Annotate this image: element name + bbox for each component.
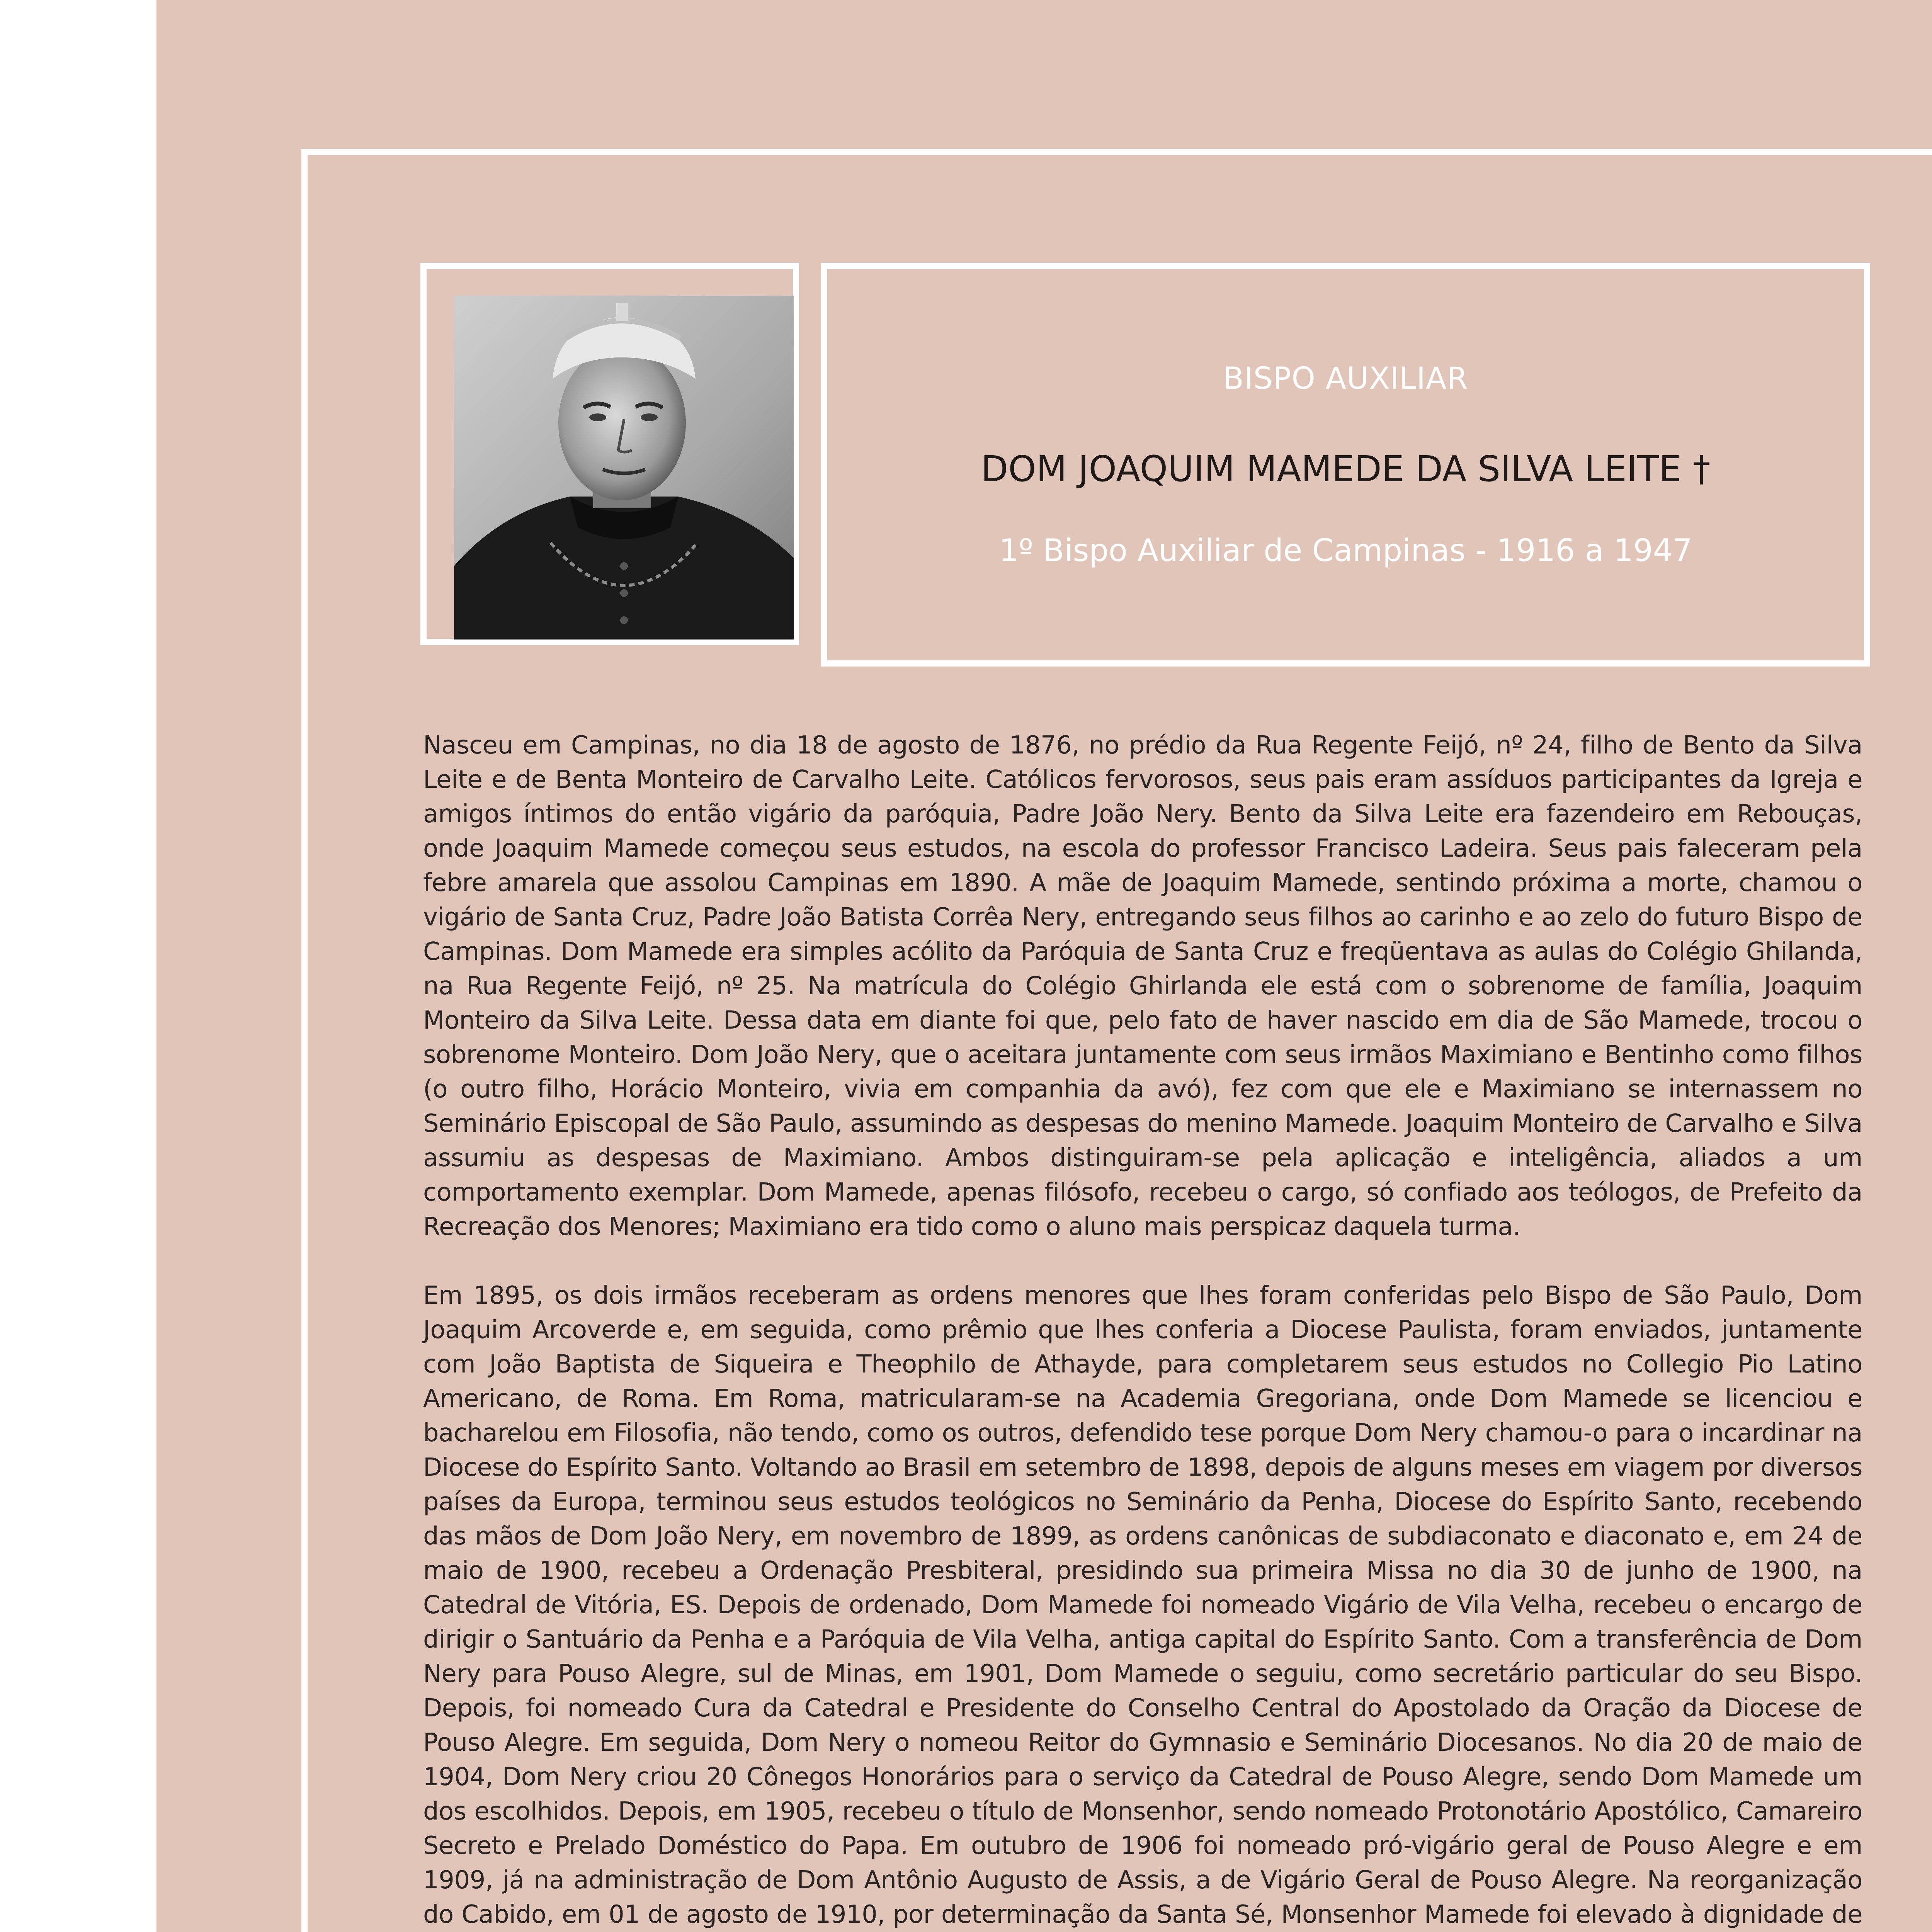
- portrait-illustration: [454, 296, 794, 639]
- biography-paragraph: Nasceu em Campinas, no dia 18 de agosto de 1876, no prédio da Rua Regente Feijó, nº 24, filho de Bento da Silva Leite e de Benta Monteiro de Carvalho Leite. Católicos fervorosos, seus pais eram assíduos participantes da Igreja e amigos íntimos do então vigário da paróquia, Padre João Nery. Bento da Silva Leite era fazendeiro em Rebouças, onde Joaquim Mamede começou seus estudos, na escola do professor Francisco Ladeira. Seus pais faleceram pela febre amarela que assolou Campinas em 1890. A mãe de Joaquim Mamede, sentindo próxima a morte, chamou o vigário de Santa Cruz, Padre João Batista Corrêa Nery, entregando seus filhos ao carinho e ao zelo do futuro Bispo de Campinas. Dom Mamede era simples acólito da Paróquia de Santa Cruz e freqüentava as aulas do Colégio Ghilanda, na Rua Regente Feijó, nº 25. Na matrícula do Colégio Ghirlanda ele está com o sobrenome de família, Joaquim Monteiro da Silva Leite. Dessa data em diante foi que, pelo fato de haver nascido em dia de São Mamede, trocou o sobrenome Monteiro. Dom João Nery, que o aceitara juntamente com seus irmãos Maximiano e Bentinho como filhos (o outro filho, Horácio Monteiro, vivia em companhia da avó), fez com que ele e Maximiano se internassem no Seminário Episcopal de São Paulo, assumindo as despesas do menino Mamede. Joaquim Monteiro de Carvalho e Silva assumiu as despesas de Maximiano. Ambos distinguiram-se pela aplicação e inteligência, aliados a um comportamento exemplar. Dom Mamede, apenas filósofo, recebeu o cargo, só confiado aos teólogos, de Prefeito da Recreação dos Menores; Maximiano era tido como o aluno mais perspicaz daquela turma.: [423, 731, 1862, 1241]
- bishop-portrait-photo: [454, 296, 794, 639]
- section-kicker: BISPO AUXILIAR: [1223, 361, 1468, 396]
- biography-text: [423, 728, 1862, 1932]
- page-title: DOM JOAQUIM MAMEDE DA SILVA LEITE †: [981, 448, 1711, 490]
- page-subtitle: 1º Bispo Auxiliar de Campinas - 1916 a 1947: [999, 532, 1692, 568]
- biography-paragraph: Em 1895, os dois irmãos receberam as ordens menores que lhes foram conferidas pelo Bispo de São Paulo, Dom Joaquim Arcoverde e, em seguida, como prêmio que lhes conferia a Diocese Paulista, foram enviados, juntamente com João Baptista de Siqueira e Theophilo de Athayde, para completarem seus estudos no Collegio Pio Latino Americano, de Roma. Em Roma, matricularam-se na Academia Gregoriana, onde Dom Mamede se licenciou e bacharelou em Filosofia, não tendo, como os outros, defendido tese porque Dom Nery chamou-o para o incardinar na Diocese do Espírito Santo. Voltando ao Brasil em setembro de 1898, depois de alguns meses em viagem por diversos países da Europa, terminou seus estudos teológicos no Seminário da Penha, Diocese do Espírito Santo, recebendo das mãos de Dom João Nery, em novembro de 1899, as ordens canônicas de subdiaconato e diaconato e, em 24 de maio de 1900, recebeu a Ordenação Presbiteral, presidindo sua primeira Missa no dia 30 de junho de 1900, na Catedral de Vitória, ES. Depois de ordenado, Dom Mamede foi nomeado Vigário de Vila Velha, recebeu o encargo de dirigir o Santuário da Penha e a Paróquia de Vila Velha, antiga capital do Espírito Santo. Com a transferência de Dom Nery para Pouso Alegre, sul de Minas, em 1901, Dom Mamede o seguiu, como secretário particular do seu Bispo. Depois, foi nomeado Cura da Catedral e Presidente do Conselho Central do Apostolado da Oração da Diocese de Pouso Alegre. Em seguida, Dom Nery o nomeou Reitor do Gymnasio e Seminário Diocesanos. No dia 20 de maio de 1904, Dom Nery criou 20 Cônegos Honorários para o serviço da Catedral de Pouso Alegre, sendo Dom Mamede um dos escolhidos. Depois, em 1905, recebeu o título de Monsenhor, sendo nomeado Protonotário Apostólico, Camareiro Secreto e Prelado Doméstico do Papa. Em outubro de 1906 foi nomeado pró-vigário geral de Pouso Alegre e em 1909, já na administração de Dom Antônio Augusto de Assis, a de Vigário Geral de Pouso Alegre. Na reorganização do Cabido, em 01 de agosto de 1910, por determinação da Santa Sé, Monsenhor Mamede foi elevado à dignidade de: [423, 1281, 1862, 1929]
